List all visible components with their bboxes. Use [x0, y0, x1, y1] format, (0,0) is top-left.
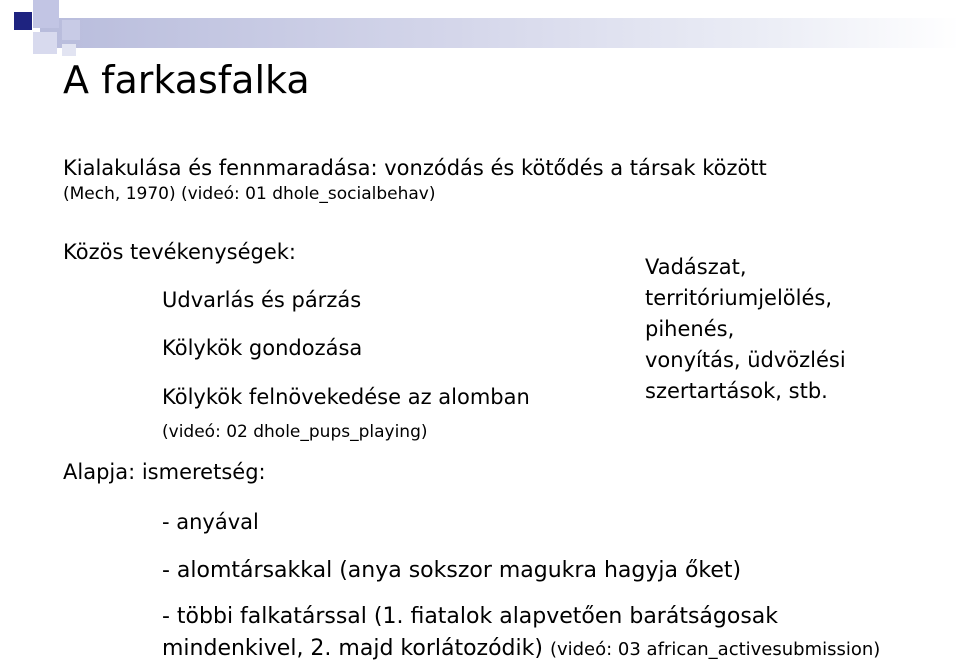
- activity-item: Udvarlás és párzás: [162, 288, 362, 312]
- decor-square-light: [33, 0, 59, 28]
- basis-heading: Alapja: ismeretség:: [63, 460, 266, 484]
- slide-title: A farkasfalka: [63, 58, 310, 102]
- basis-last-line-video: (videó: 03 african_activesubmission): [549, 639, 881, 660]
- basis-item: - anyával: [162, 510, 259, 534]
- decor-square-light: [33, 32, 57, 54]
- side-note: [645, 252, 945, 407]
- activity-item: Kölykök gondozása: [162, 336, 363, 360]
- intro-citation: (Mech, 1970) (videó: 01 dhole_socialbehav): [63, 184, 436, 204]
- side-note-line: szertartások, stb.: [645, 379, 828, 403]
- header-decoration-bar: [40, 18, 960, 48]
- intro-heading: Kialakulása és fennmaradása: vonzódás és kötődés a társak között: [63, 156, 767, 180]
- side-note-line: pihenés,: [645, 317, 735, 341]
- activity-item: Kölykök felnövekedése az alomban: [162, 385, 530, 409]
- decor-square-light: [62, 20, 80, 40]
- basis-last-line-main: mindenkivel, 2. majd korlátozódik): [162, 636, 543, 661]
- activities-heading: Közös tevékenységek:: [63, 240, 296, 264]
- side-note-line: territóriumjelölés,: [645, 286, 833, 310]
- activities-video-note: (videó: 02 dhole_pups_playing): [162, 422, 428, 442]
- side-note-line: Vadászat,: [645, 255, 747, 279]
- side-note-line: vonyítás, üdvözlési: [645, 348, 846, 372]
- decor-square-light: [62, 44, 76, 56]
- basis-last-line: [162, 634, 880, 665]
- basis-item: - alomtársakkal (anya sokszor magukra hagyja őket): [162, 558, 742, 583]
- decor-square-dark: [14, 12, 32, 30]
- basis-item: - többi falkatárssal (1. fiatalok alapvetően barátságosak: [162, 604, 779, 629]
